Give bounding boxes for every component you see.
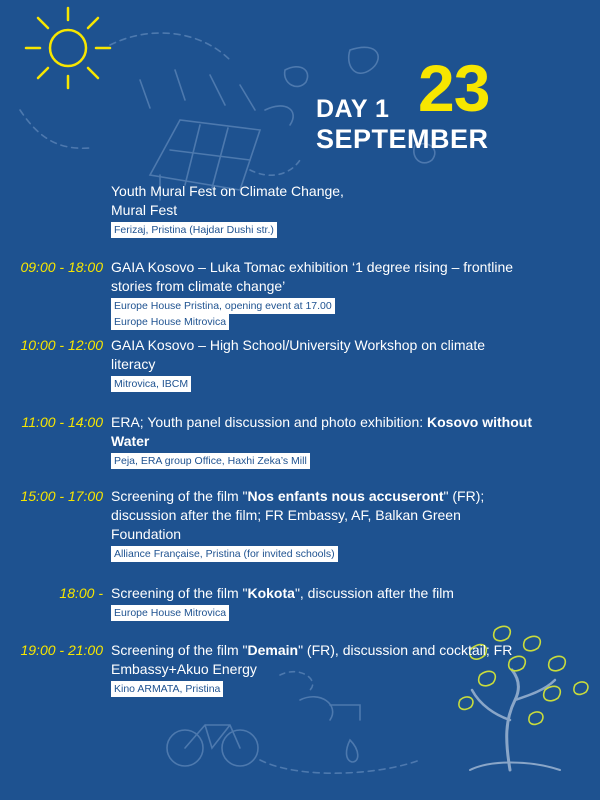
event-title: GAIA Kosovo – Luka Tomac exhibition ‘1 degree rising – frontline stories from climate change’ [111, 259, 514, 294]
event-location: Mitrovica, IBCM [111, 376, 191, 392]
sun-icon [26, 8, 110, 88]
event-time: 18:00 - [59, 585, 103, 601]
event-time: 09:00 - 18:00 [20, 259, 103, 275]
event-title: GAIA Kosovo – High School/University Workshop on climate literacy [111, 337, 486, 372]
event-title: Screening of the film "Nos enfants nous accuseront" (FR); discussion after the film; FR Embassy, AF, Balkan Green Foundation [111, 488, 485, 542]
month-label: SEPTEMBER [316, 124, 489, 154]
event-title: Youth Mural Fest on Climate Change, Mural Fest [111, 183, 344, 218]
event-item [20, 487, 531, 562]
event-title: Screening of the film "Demain" (FR), discussion and cocktail; FR Embassy+Akuo Energy [111, 642, 513, 677]
event-time: 11:00 - 14:00 [21, 414, 103, 430]
event-title: ERA; Youth panel discussion and photo exhibition: Kosovo without Water [111, 414, 533, 449]
event-location: Ferizaj, Pristina (Hajdar Dushi str.) [111, 222, 277, 238]
event-time: 19:00 - 21:00 [20, 642, 103, 658]
event-item [21, 413, 543, 469]
event-title: Screening of the film "Kokota", discussion after the film [111, 585, 454, 601]
event-location: Peja, ERA group Office, Haxhi Zeka’s Mill [111, 453, 310, 469]
event-location: Europe House Mitrovica [111, 314, 229, 330]
event-item [20, 641, 531, 697]
event-location: Europe House Pristina, opening event at 17.00 [111, 298, 335, 314]
event-time: 10:00 - 12:00 [20, 337, 103, 353]
event-time: 15:00 - 17:00 [20, 488, 103, 504]
event-location: Europe House Mitrovica [111, 605, 229, 621]
day-number: 23 [418, 51, 490, 125]
event-item [111, 182, 471, 238]
event-item [20, 258, 543, 330]
event-location: Kino ARMATA, Pristina [111, 681, 223, 697]
day-label: DAY 1 [316, 95, 390, 123]
event-location: Alliance Française, Pristina (for invited schools) [111, 546, 338, 562]
event-item [20, 336, 531, 392]
event-item [59, 584, 531, 621]
